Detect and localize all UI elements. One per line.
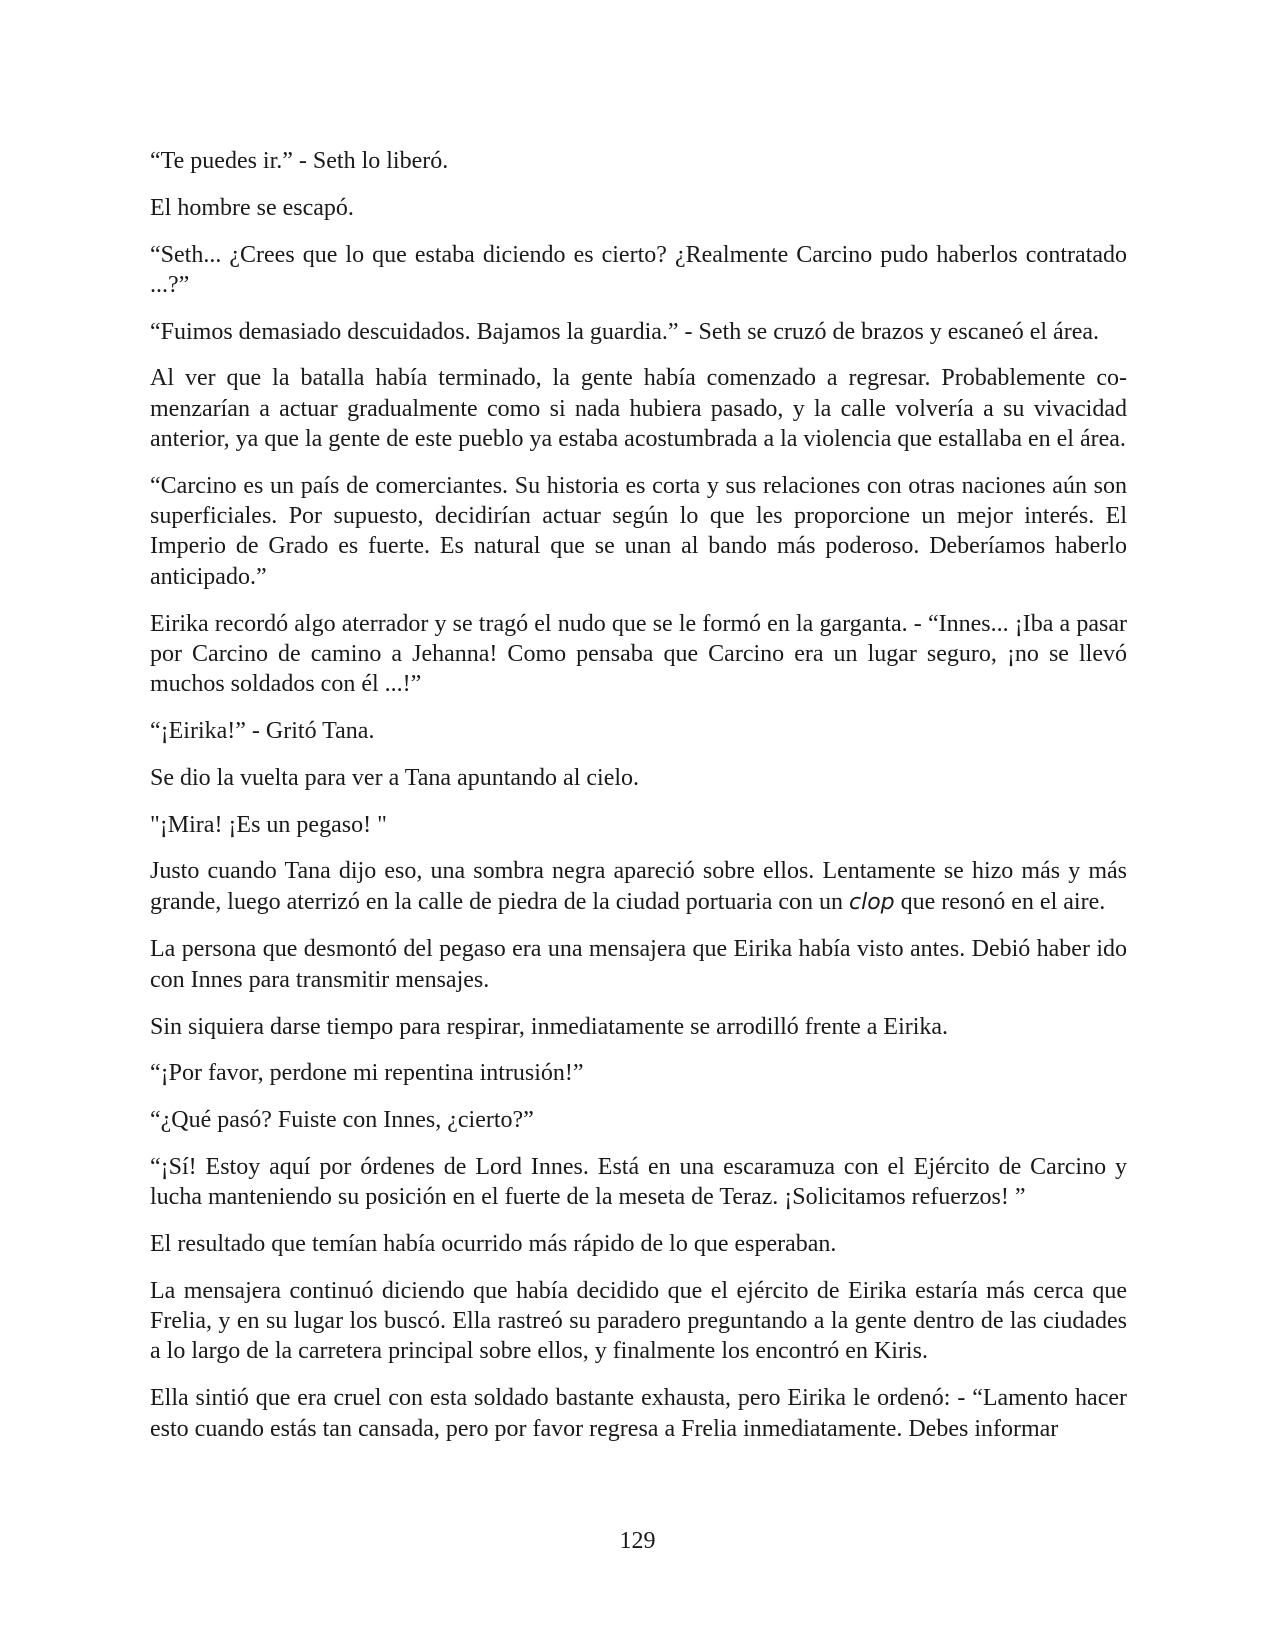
paragraph: Se dio la vuelta para ver a Tana apuntando al cielo. <box>150 764 640 791</box>
paragraph-with-emphasis <box>150 856 1127 918</box>
paragraph: Al ver que la batalla había terminado, la gente había comenzado a regresar. Probablemente comenzarían a actuar gradualmente como si nada hubiera pasado, y la calle volvería a su vivacidad anterior, ya que la gente de este pueblo ya estaba acostumbrada a la violencia que estallaba en el área. <box>150 365 1127 453</box>
page-body <box>150 146 1127 1460</box>
paragraph: “Carcino es un país de comerciantes. Su historia es corta y sus relaciones con otras naciones aún son superficiales. Por supuesto, decidirían actuar según lo que les proporcione un mejor interés. El Imperio de Grado es fuerte. Es natural que se unan al bando más poderoso. Deberíamos haberlo anticipado.” <box>150 472 1127 590</box>
paragraph: La mensajera continuó diciendo que había decidido que el ejército de Eirika estaría más cerca que Frelia, y en su lugar los buscó. Ella rastreó su paradero preguntando a la gente dentro de las ciudades a lo largo de la carretera principal sobre ellos, y finalmente los encontró en Kiris. <box>150 1277 1127 1365</box>
paragraph: Sin siquiera darse tiempo para respirar, inmediatamente se arrodilló frente a Eirika. <box>150 1013 949 1040</box>
paragraph: “Fuimos demasiado descuidados. Bajamos la guardia.” - Seth se cruzó de brazos y escaneó el área. <box>150 318 1099 345</box>
emphasized-word: clop <box>849 889 895 915</box>
paragraph: Eirika recordó algo aterrador y se tragó el nudo que se le formó en la garganta. - “Innes... ¡Iba a pasar por Carcino de camino a Jehanna! Como pensaba que Carcino era un lugar seguro, ¡no se llevó muchos soldados con él ...!” <box>150 610 1127 698</box>
paragraph: “¿Qué pasó? Fuiste con Innes, ¿cierto?” <box>150 1107 534 1134</box>
paragraph: “¡Por favor, perdone mi repentina intrusión!” <box>150 1060 584 1087</box>
paragraph-text: Justo cuando Tana dijo eso, una sombra negra apareció sobre ellos. Lentamente se hizo más y más grande, luego aterrizó en la calle de piedra de la ciudad portuaria con un <box>150 858 1127 915</box>
paragraph: “Te puedes ir.” - Seth lo liberó. <box>150 148 449 174</box>
page-number: 129 <box>619 1528 656 1554</box>
paragraph: “¡Sí! Estoy aquí por órdenes de Lord Innes. Está en una escaramuza con el Ejército de Carcino y lucha manteniendo su posición en el fuerte de la meseta de Teraz. ¡Solicitamos refuerzos! ” <box>150 1153 1127 1211</box>
paragraph: Ella sintió que era cruel con esta soldado bastante exhausta, pero Eirika le ordenó: - “Lamento hacer esto cuando estás tan cansada, pero por favor regresa a Frelia inmediatamente. Debes informar <box>150 1385 1127 1442</box>
paragraph: La persona que desmontó del pegaso era una mensajera que Eirika había visto antes. Debió haber ido con Innes para transmitir mensajes. <box>150 936 1127 993</box>
paragraph-text: que resonó en el aire. <box>894 888 1106 915</box>
paragraph: El resultado que temían había ocurrido más rápido de lo que esperaban. <box>150 1231 837 1258</box>
paragraph: “¡Eirika!” - Gritó Tana. <box>150 717 375 744</box>
paragraph: “Seth... ¿Crees que lo que estaba diciendo es cierto? ¿Realmente Carcino pudo haberlos contratado ...?” <box>150 241 1127 298</box>
paragraph: El hombre se escapó. <box>150 194 354 221</box>
paragraph: "¡Mira! ¡Es un pegaso! " <box>150 811 387 838</box>
